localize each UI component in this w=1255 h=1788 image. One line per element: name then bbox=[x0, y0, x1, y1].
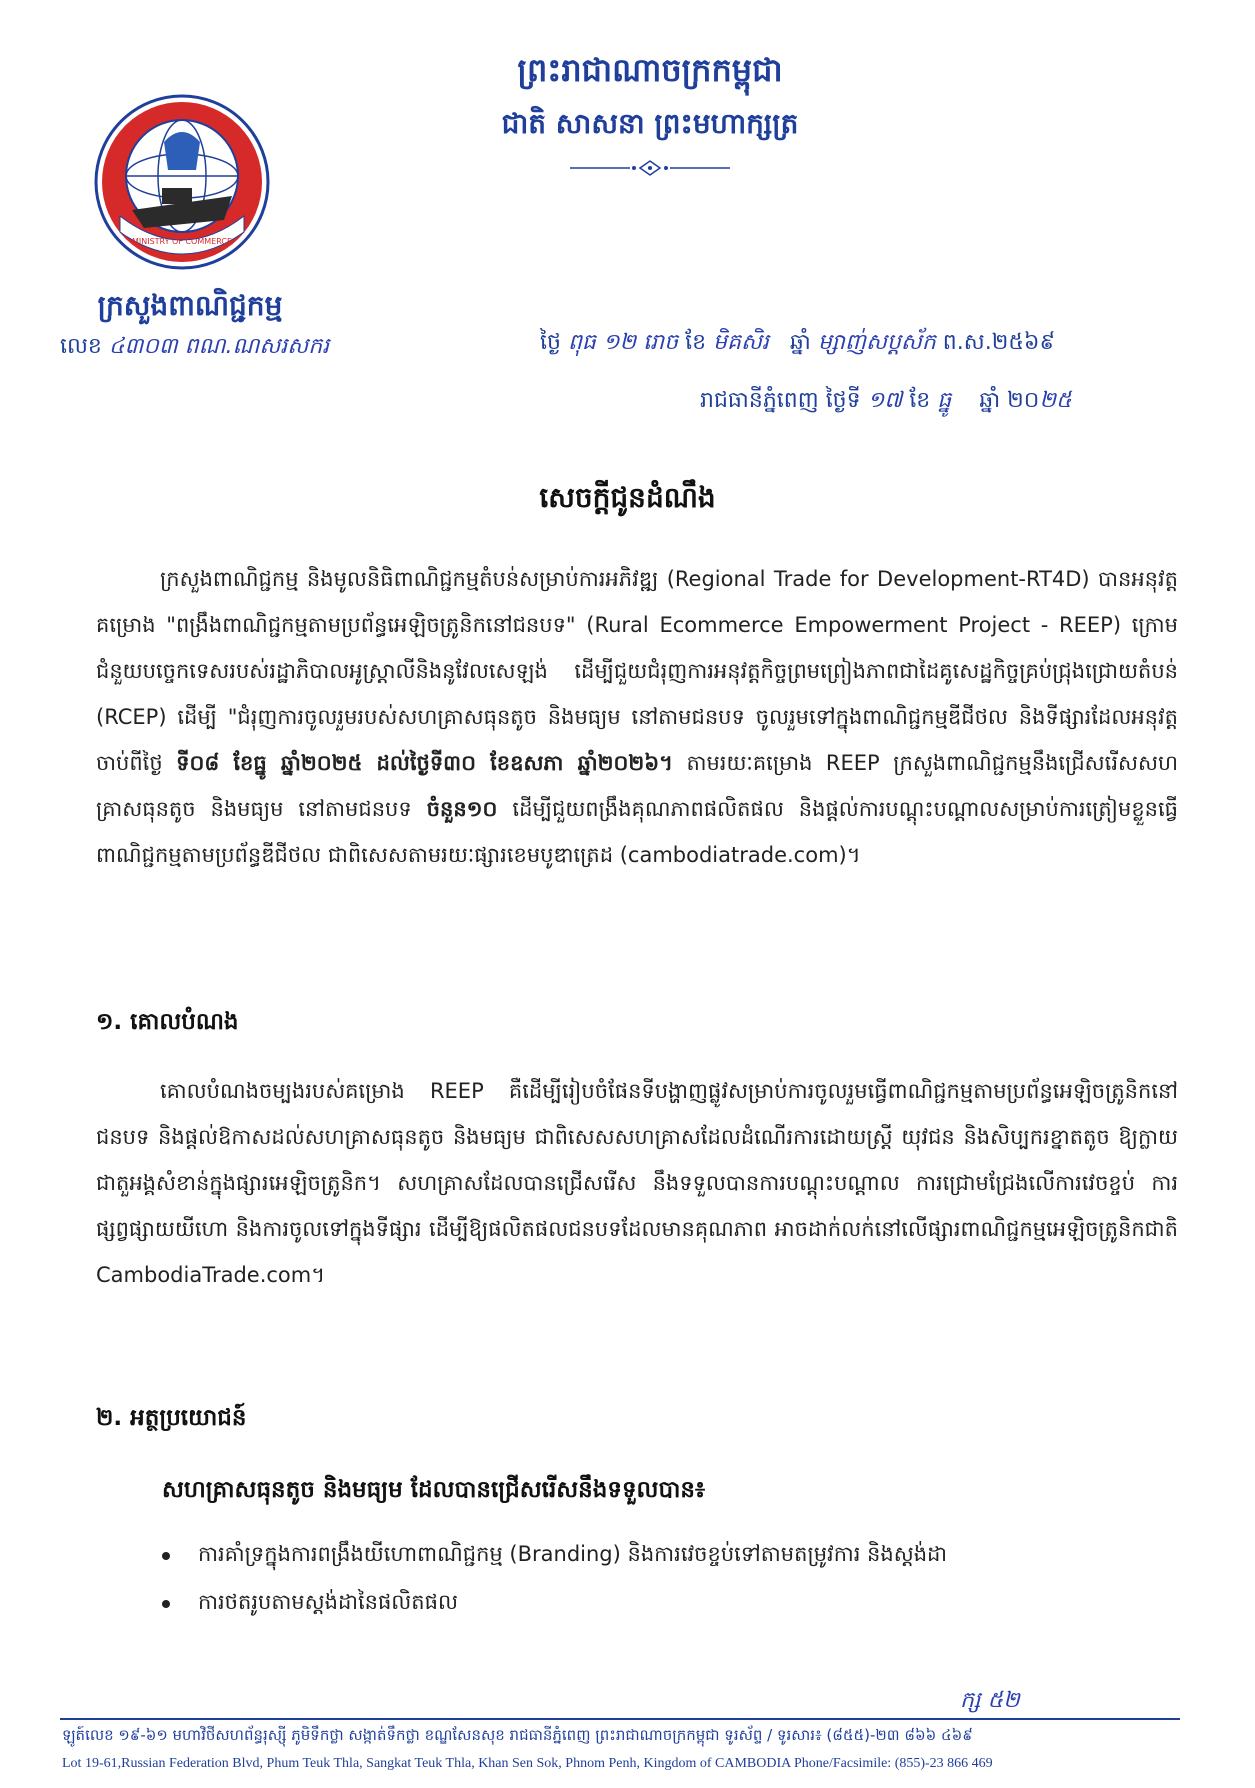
logo-text: MINISTRY OF COMMERCE bbox=[131, 237, 233, 246]
solar-date bbox=[700, 386, 1072, 418]
reference-number bbox=[60, 332, 329, 364]
section-heading-objective: ១. គោលបំណង bbox=[96, 1009, 239, 1035]
lunar-month-label: ខែ bbox=[685, 330, 707, 355]
national-motto: ជាតិ សាសនា ព្រះមហាក្សត្រ bbox=[501, 107, 799, 140]
handwritten-initials: ក្ស ៥២ bbox=[960, 1688, 1020, 1713]
document-title: សេចក្តីជូនដំណឹង bbox=[539, 481, 716, 514]
list-item bbox=[162, 1532, 1182, 1580]
list-item bbox=[162, 1580, 1182, 1628]
lunar-year-label: ឆ្នាំ bbox=[789, 330, 811, 355]
intro-count-bold: ចំនួន១០ bbox=[426, 797, 498, 821]
benefit-text: ការគាំទ្រក្នុងការពង្រឹងយីហោពាណិជ្ជកម្ម (Branding) និងការវេចខ្ចប់ទៅតាមតម្រូវការ និងស្តង់ដា bbox=[198, 1541, 948, 1566]
solar-year: ២៥ bbox=[1039, 388, 1072, 413]
bullet-icon bbox=[162, 1600, 170, 1608]
solar-day: ១៧ bbox=[867, 388, 903, 413]
solar-month-label: ខែ bbox=[909, 388, 931, 413]
benefits-list bbox=[162, 1532, 1182, 1628]
intro-paragraph bbox=[96, 556, 1178, 878]
benefits-intro: សហគ្រាសធុនតូច និងមធ្យម ដែលបានជ្រើសរើសនឹងទទួលបាន៖ bbox=[162, 1477, 706, 1503]
intro-text-cont: តាមរយៈគម្រោង REEP ក្រសួងពាណិជ្ជកម្មនឹងជ្រើសរើសសហគ្រាសធុនតូច និងមធ្យម នៅតាមជនបទ bbox=[96, 751, 1178, 821]
intro-text: ក្រសួងពាណិជ្ជកម្ម និងមូលនិធិពាណិជ្ជកម្មតំបន់សម្រាប់ការអភិវឌ្ឍ (Regional Trade for Development-RT4D) បានអនុវត្តគម្រោង "ពង្រឹងពាណិជ្ជកម្មតាមប្រព័ន្ធអេឡិចត្រូនិកនៅជនបទ" (Rural Ecommerce Empowerment Project - REEP) ក្រោមជំនួយបច្ចេកទេសរបស់រដ្ឋាភិបាលអូស្ត្រាលីនិងនូវែលសេឡង់ ដើម្បីជួយជំរុញការអនុវត្តកិច្ចព្រមព្រៀងភាពជាដៃគូសេដ្ឋកិច្ចគ្រប់ជ្រុងជ្រោយតំបន់ (RCEP) ដើម្បី "ជំរុញការចូលរួមរបស់សហគ្រាសធុនតូច និងមធ្យម នៅតាមជនបទ ចូលរួមទៅក្នុងពាណិជ្ជកម្មឌីជីថល និងទីផ្សារដែលអនុវត្តចាប់ពីថ្ងៃ bbox=[96, 567, 1178, 775]
ministry-name: ក្រសួងពាណិជ្ជកម្ម bbox=[97, 289, 283, 322]
benefit-text: ការថតរូបតាមស្តង់ដានៃផលិតផល bbox=[198, 1589, 458, 1614]
ref-number: ៤៣០៣ ពណ.ណសរសករ bbox=[108, 334, 330, 359]
kingdom-heading: ព្រះរាជាណាចក្រកម្ពុជា bbox=[517, 51, 783, 89]
ref-label: លេខ bbox=[60, 334, 102, 359]
lunar-year: ម្សាញ់សប្តស័ក bbox=[817, 330, 936, 355]
footer-divider bbox=[60, 1718, 1180, 1720]
ministry-logo bbox=[92, 92, 272, 272]
lunar-month: មិគសិរ bbox=[713, 330, 769, 355]
lunar-day-label: ថ្ងៃ bbox=[540, 330, 561, 355]
objective-paragraph bbox=[96, 1068, 1178, 1298]
solar-month: ធ្នូ bbox=[937, 388, 952, 413]
lunar-date bbox=[540, 328, 1055, 360]
intro-dates-bold: ទី០៨ ខែធ្នូ ឆ្នាំ២០២៥ ដល់ថ្ងៃទី៣០ ខែឧសភា ឆ្នាំ២០២៦។ bbox=[176, 751, 673, 775]
solar-prefix: រាជធានីភ្នំពេញ ថ្ងៃទី bbox=[700, 388, 861, 413]
lunar-be: ព.ស.២៥៦៩ bbox=[942, 330, 1056, 355]
footer-address-khmer: ឡូត៍លេខ ១៩-៦១ មហាវិថីសហព័ន្ធរុស្ស៊ី ភូមិទឹកថ្លា សង្កាត់ទឹកថ្លា ខណ្ឌសែនសុខ រាជធានីភ្នំពេញ ព្រះរាជាណាចក្រកម្ពុជា ទូរស័ព្ទ / ទូរសារ៖ (៨៥៥)-២៣ ៨៦៦ ៤៦៩ bbox=[62, 1726, 973, 1744]
intro-text-end: ដើម្បីជួយពង្រឹងគុណភាពផលិតផល និងផ្តល់ការបណ្តុះបណ្តាលសម្រាប់ការត្រៀមខ្លួនធ្វើពាណិជ្ជកម្មតាមប្រព័ន្ធឌីជីថល ជាពិសេសតាមរយៈផ្សារខេមបូឌាត្រេដ (cambodiatrade.com)។ bbox=[96, 797, 1178, 867]
section-heading-benefits: ២. អត្ថប្រយោជន៍ bbox=[96, 1405, 247, 1431]
lunar-day: ពុធ ១២ រោច bbox=[567, 330, 679, 355]
bullet-icon bbox=[162, 1552, 170, 1560]
footer-address-english: Lot 19-61,Russian Federation Blvd, Phum Teuk Thla, Sangkat Teuk Thla, Khan Sen Sok, Phnom Penh, Kingdom of CAMBODIA Phone/Facsimile: (855)-23 866 469 bbox=[62, 1756, 993, 1771]
objective-text: គោលបំណងចម្បងរបស់គម្រោង REEP គឺដើម្បីរៀបចំផែនទីបង្ហាញផ្លូវសម្រាប់ការចូលរួមធ្វើពាណិជ្ជកម្មតាមប្រព័ន្ធអេឡិចត្រូនិកនៅជនបទ និងផ្តល់ឱកាសដល់សហគ្រាសធុនតូច និងមធ្យម ជាពិសេសសហគ្រាសដែលដំណើរការដោយស្ត្រី យុវជន និងសិប្បករខ្នាតតូច ឱ្យក្លាយជាតួអង្គសំខាន់ក្នុងផ្សារអេឡិចត្រូនិក។ សហគ្រាសដែលបានជ្រើសរើស នឹងទទួលបានការបណ្តុះបណ្តាល ការជ្រោមជ្រែងលើការវេចខ្ចប់ ការផ្សព្វផ្សាយយីហោ និងការចូលទៅក្នុងទីផ្សារ ដើម្បីឱ្យផលិតផលជនបទដែលមានគុណភាព អាចដាក់លក់នៅលើផ្សារពាណិជ្ជកម្មអេឡិចត្រូនិកជាតិ CambodiaTrade.com។ bbox=[96, 1079, 1178, 1287]
solar-year-label: ឆ្នាំ ២០ bbox=[979, 388, 1040, 413]
ornament-divider bbox=[570, 158, 730, 178]
